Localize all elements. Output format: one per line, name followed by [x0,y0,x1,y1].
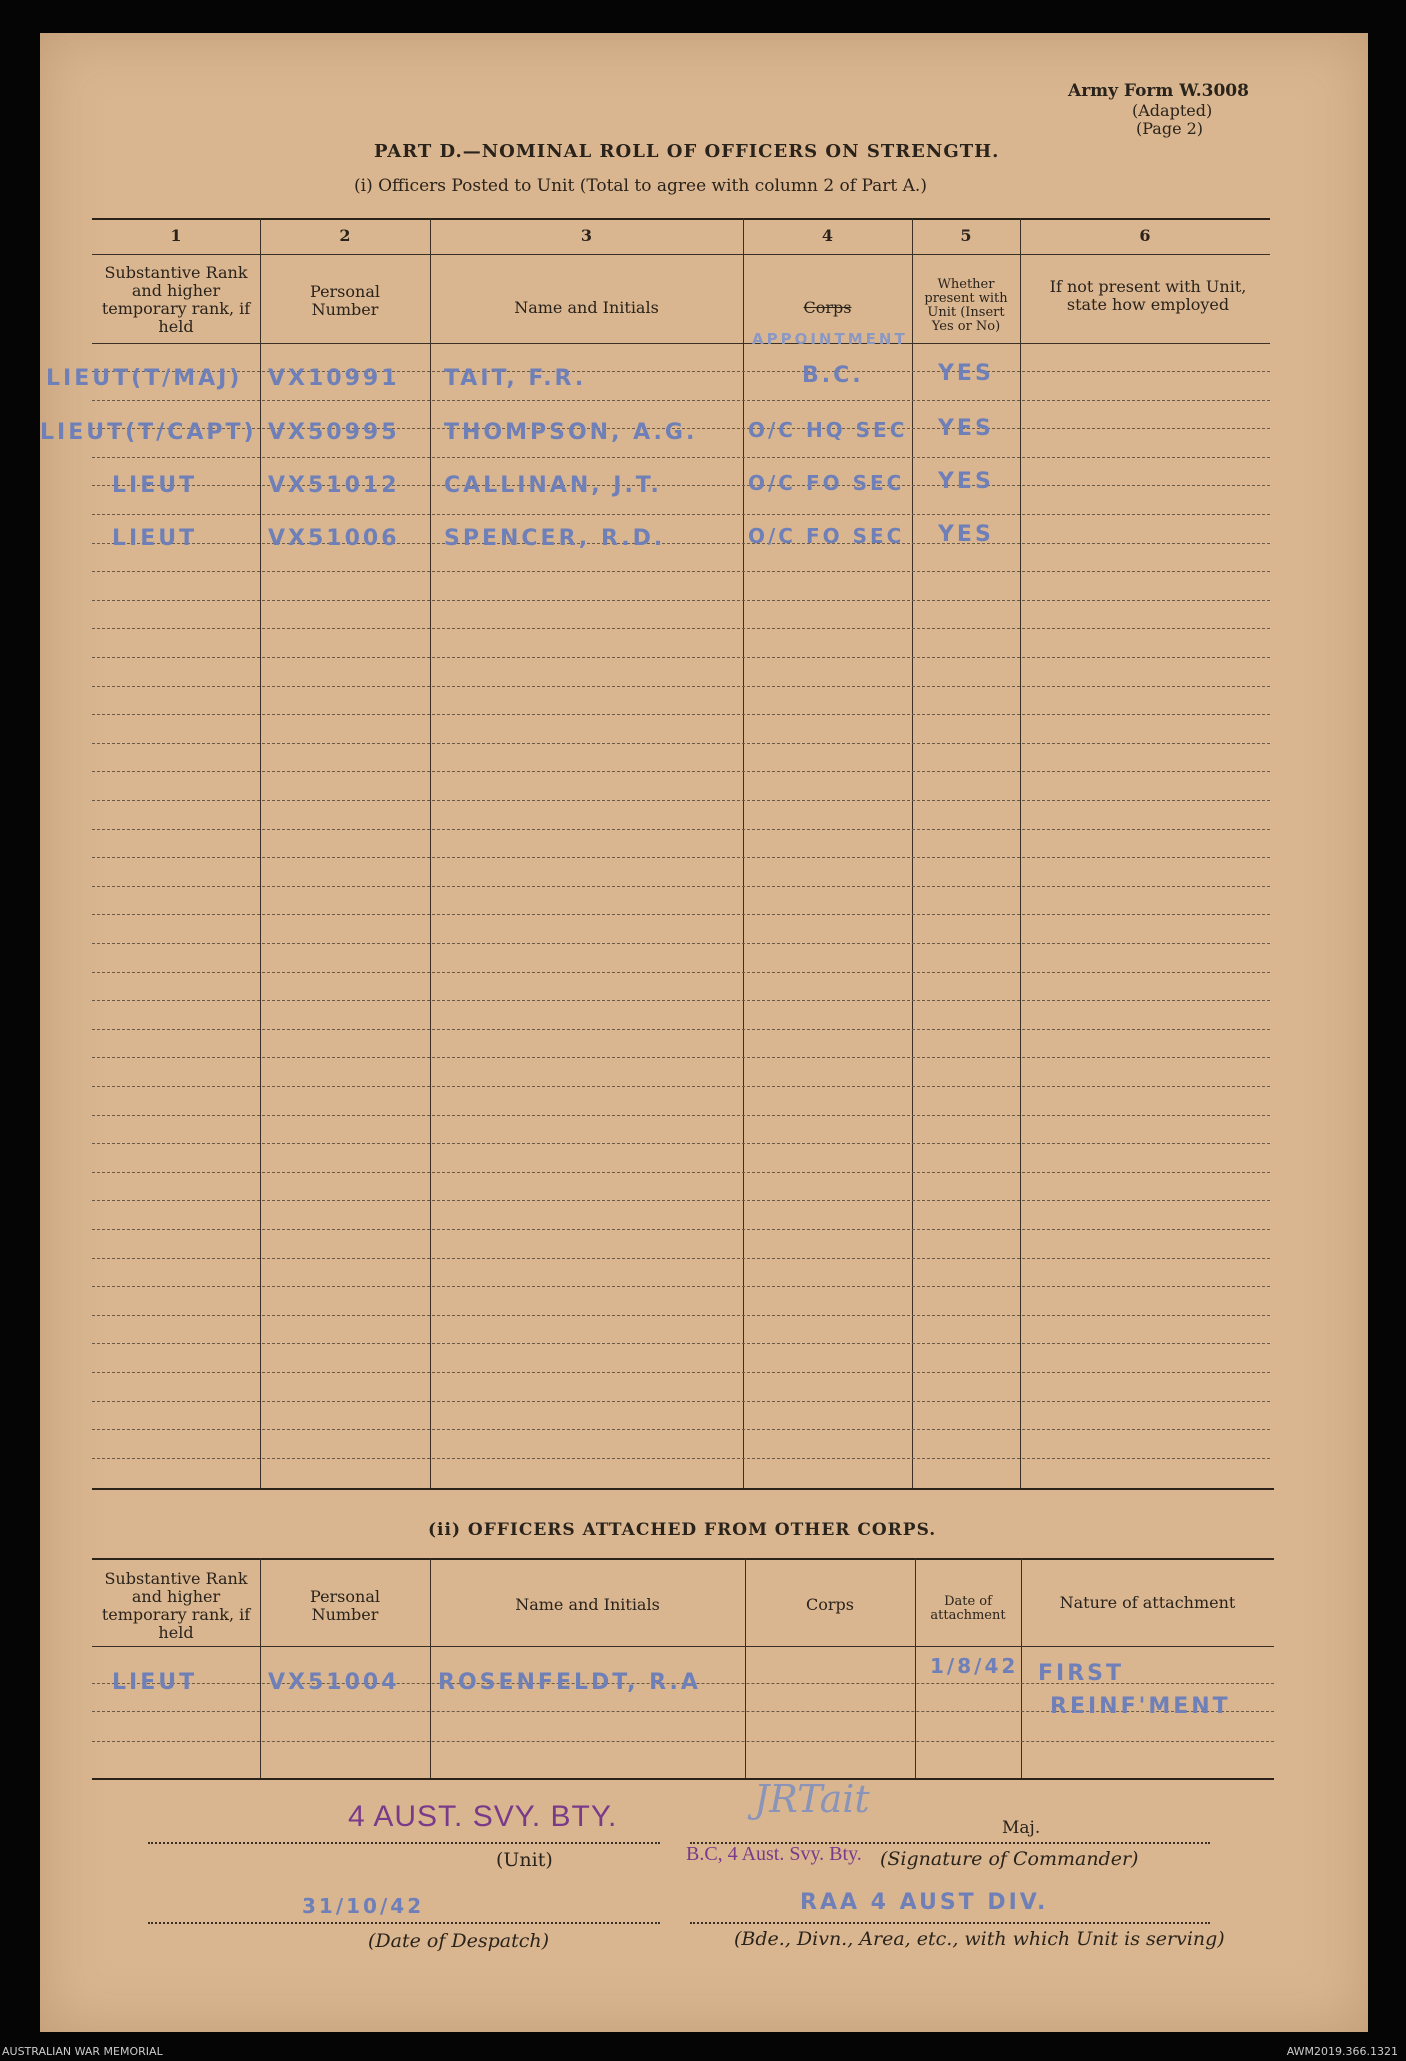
part-d-title: PART D.—NOMINAL ROLL OF OFFICERS ON STRENGTH. [374,141,1000,162]
unit-stamp: 4 AUST. SVY. BTY. [348,1800,618,1833]
formation-label: (Bde., Divn., Area, etc., with which Unit is serving) [734,1928,1225,1950]
ruled-line [92,1000,1270,1001]
form-page-number: (Page 2) [1136,119,1204,138]
ruled-line [92,571,1270,572]
row1-number: VX10991 [268,366,400,391]
ruled-line [92,1401,1270,1402]
table1-col-divider-4 [912,218,913,1488]
ruled-line [92,743,1270,744]
row3-rank: LIEUT [112,473,198,498]
t2-header-corps: Corps [806,1595,854,1614]
ruled-line [92,514,1270,515]
ruled-line [92,1429,1270,1430]
part-ii-title: (ii) OFFICERS ATTACHED FROM OTHER CORPS. [428,1520,937,1540]
row3-name: CALLINAN, J.T. [444,473,662,498]
bc-stamp: B.C, 4 Aust. Svy. Bty. [686,1843,862,1865]
table1-col-divider-1 [260,218,261,1488]
ruled-line [92,1286,1270,1287]
maj-label: Maj. [1002,1818,1041,1838]
table2-col-divider-2 [430,1558,431,1778]
form-name: Army Form W.3008 [1068,81,1249,101]
table2-col-divider-4 [915,1558,916,1778]
t2-header-rank: Substantive Rank and higher temporary rank, if held [101,1569,251,1642]
row1-corps: B.C. [802,363,864,388]
ruled-line [92,1029,1270,1030]
row3-corps: O/C FO SEC [748,471,905,495]
ruled-line [92,1343,1270,1344]
t2-row1-rank: LIEUT [112,1670,198,1695]
ruled-line [92,714,1270,715]
table1-col-divider-2 [430,218,431,1488]
header-employed: If not present with Unit, state how employed [1049,277,1247,314]
ruled-line [92,657,1270,658]
t2-row1-name: ROSENFELDT, R.A [438,1670,701,1695]
t2-header-nature: Nature of attachment [1059,1593,1236,1612]
ruled-line [92,600,1270,601]
signature-label: (Signature of Commander) [880,1848,1139,1870]
col-number-3: 3 [580,226,593,245]
row1-rank: LIEUT(T/MAJ) [46,366,243,391]
ruled-line [92,1172,1270,1173]
date-label: (Date of Despatch) [368,1930,550,1952]
table1-top-border [92,218,1270,220]
ruled-line [92,1115,1270,1116]
ruled-line [92,1315,1270,1316]
ruled-line [92,1086,1270,1087]
ruled-line [92,914,1270,915]
date-dotted-line [148,1922,660,1924]
row4-present: YES [938,522,994,547]
table1-col-divider-3 [743,218,744,1488]
row4-rank: LIEUT [112,526,198,551]
unit-label: (Unit) [496,1849,553,1871]
commander-signature: JRTait [754,1777,870,1821]
col-number-1: 1 [170,226,182,245]
t2-row1-date: 1/8/42 [930,1654,1019,1678]
table1-bottom-border [92,1488,1274,1490]
ruled-line [92,972,1270,973]
row4-name: SPENCER, R.D. [444,526,666,551]
ruled-line [92,1458,1270,1459]
row1-present: YES [938,361,994,386]
form-adapted: (Adapted) [1132,101,1213,120]
ruled-line [92,1143,1270,1144]
ruled-line [92,1229,1270,1230]
t2-row1-nature-line2: REINF'MENT [1050,1694,1231,1719]
header-present: Whether present with Unit (Insert Yes or No) [924,277,1008,334]
ruled-line [92,1057,1270,1058]
table1-colnum-divider [92,254,1270,255]
row1-name: TAIT, F.R. [444,366,587,391]
table2-bottom-border [92,1778,1274,1780]
part-d-subtitle: (i) Officers Posted to Unit (Total to agree with column 2 of Part A.) [354,176,927,196]
ruled-line [92,857,1270,858]
form-page [40,33,1368,2032]
ruled-line [92,800,1270,801]
archive-left-caption: AUSTRALIAN WAR MEMORIAL [2,2045,163,2058]
t2-header-personal-number: Personal Number [310,1587,380,1624]
table2-col-divider-5 [1021,1558,1022,1778]
row3-number: VX51012 [268,473,400,498]
formation-dotted-line [690,1922,1210,1924]
corps-appointment-note: APPOINTMENT [752,330,908,348]
ruled-line [92,457,1270,458]
ruled-line [92,1258,1270,1259]
ruled-line [92,400,1270,401]
t2-header-date: Date of attachment [930,1594,1006,1623]
ruled-line [92,628,1270,629]
ruled-line [92,886,1270,887]
row4-number: VX51006 [268,526,400,551]
header-corps: Corps [803,298,852,317]
ruled-line [92,686,1270,687]
despatch-date: 31/10/42 [302,1894,425,1918]
row2-present: YES [938,416,994,441]
ruled-line [92,1741,1274,1742]
unit-dotted-line [148,1842,660,1844]
ruled-line [92,1200,1270,1201]
header-rank: Substantive Rank and higher temporary rank, if held [101,263,251,336]
t2-row1-number: VX51004 [268,1670,400,1695]
ruled-line [92,771,1270,772]
table2-col-divider-1 [260,1558,261,1778]
formation: RAA 4 AUST DIV. [800,1890,1049,1915]
row3-present: YES [938,469,994,494]
row2-name: THOMPSON, A.G. [444,420,698,445]
t2-header-name: Name and Initials [515,1595,660,1614]
ruled-line [92,829,1270,830]
row4-corps: O/C FO SEC [748,524,905,548]
table2-top-border [92,1558,1274,1560]
col-number-5: 5 [960,226,972,245]
table2-col-divider-3 [745,1558,746,1778]
col-number-4: 4 [821,226,834,245]
ruled-line [92,1372,1270,1373]
ruled-line [92,943,1270,944]
archive-right-caption: AWM2019.366.1321 [1286,2045,1398,2058]
row2-corps: O/C HQ SEC [748,418,908,442]
col-number-2: 2 [339,226,351,245]
row2-number: VX50995 [268,420,400,445]
table1-header-divider [92,343,1270,344]
header-name: Name and Initials [514,298,659,317]
col-number-6: 6 [1139,226,1151,245]
table2-header-divider [92,1646,1274,1647]
t2-row1-nature-line1: FIRST [1038,1661,1125,1686]
table1-col-divider-5 [1020,218,1021,1488]
row2-rank: LIEUT(T/CAPT) [40,420,257,445]
header-personal-number: Personal Number [310,282,380,319]
